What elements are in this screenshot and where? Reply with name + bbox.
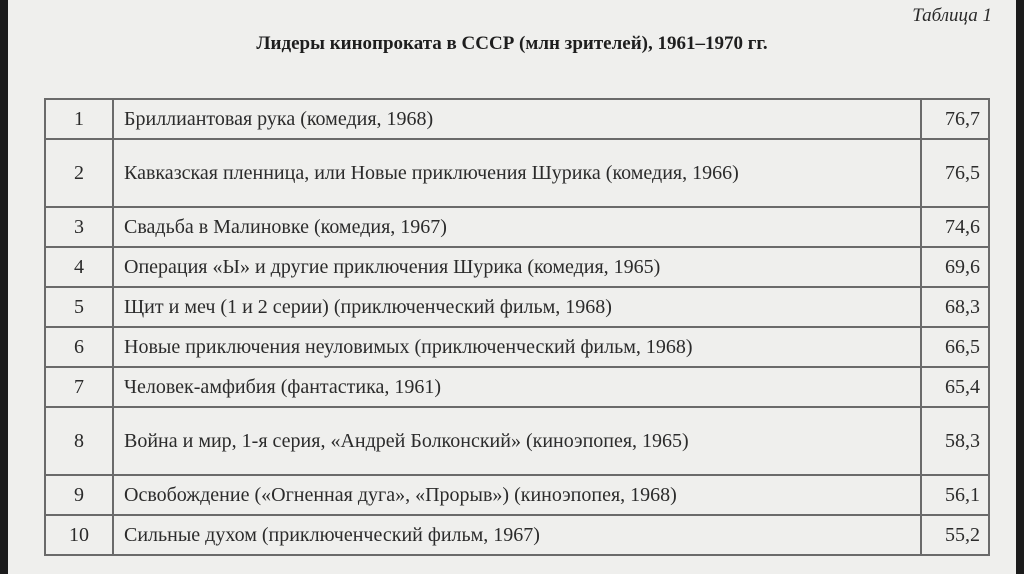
- table-row: [45, 515, 989, 555]
- table-row: [45, 99, 989, 139]
- table-row: [45, 139, 989, 207]
- viewers-cell: 68,3: [921, 287, 989, 327]
- film-title-cell: Сильные духом (приключенческий фильм, 1967): [113, 515, 921, 555]
- rank-cell: 8: [45, 407, 113, 475]
- rank-cell: 7: [45, 367, 113, 407]
- table-row: [45, 407, 989, 475]
- table-row: [45, 207, 989, 247]
- document-page: [8, 0, 1016, 574]
- film-title-cell: Операция «Ы» и другие приключения Шурика (комедия, 1965): [113, 247, 921, 287]
- rank-cell: 4: [45, 247, 113, 287]
- rank-cell: 1: [45, 99, 113, 139]
- table-row: [45, 327, 989, 367]
- viewers-cell: 69,6: [921, 247, 989, 287]
- rank-cell: 9: [45, 475, 113, 515]
- film-title-cell: Освобождение («Огненная дуга», «Прорыв») (киноэпопея, 1968): [113, 475, 921, 515]
- viewers-cell: 76,7: [921, 99, 989, 139]
- viewers-cell: 66,5: [921, 327, 989, 367]
- film-title-cell: Щит и меч (1 и 2 серии) (приключенческий фильм, 1968): [113, 287, 921, 327]
- viewers-cell: 56,1: [921, 475, 989, 515]
- viewers-cell: 55,2: [921, 515, 989, 555]
- table-number: Таблица 1: [912, 5, 992, 26]
- rank-cell: 2: [45, 139, 113, 207]
- viewers-cell: 74,6: [921, 207, 989, 247]
- viewers-cell: 65,4: [921, 367, 989, 407]
- rank-cell: 3: [45, 207, 113, 247]
- film-title-cell: Война и мир, 1-я серия, «Андрей Болконский» (киноэпопея, 1965): [113, 407, 921, 475]
- viewers-cell: 76,5: [921, 139, 989, 207]
- film-title-cell: Кавказская пленница, или Новые приключения Шурика (комедия, 1966): [113, 139, 921, 207]
- table-row: [45, 287, 989, 327]
- film-title-cell: Новые приключения неуловимых (приключенческий фильм, 1968): [113, 327, 921, 367]
- box-office-table: [44, 98, 990, 556]
- rank-cell: 6: [45, 327, 113, 367]
- table-row: [45, 475, 989, 515]
- film-title-cell: Свадьба в Малиновке (комедия, 1967): [113, 207, 921, 247]
- table-row: [45, 247, 989, 287]
- table-title: Лидеры кинопроката в СССР (млн зрителей), 1961–1970 гг.: [256, 33, 768, 54]
- table-row: [45, 367, 989, 407]
- rank-cell: 5: [45, 287, 113, 327]
- film-title-cell: Бриллиантовая рука (комедия, 1968): [113, 99, 921, 139]
- viewers-cell: 58,3: [921, 407, 989, 475]
- rank-cell: 10: [45, 515, 113, 555]
- film-title-cell: Человек-амфибия (фантастика, 1961): [113, 367, 921, 407]
